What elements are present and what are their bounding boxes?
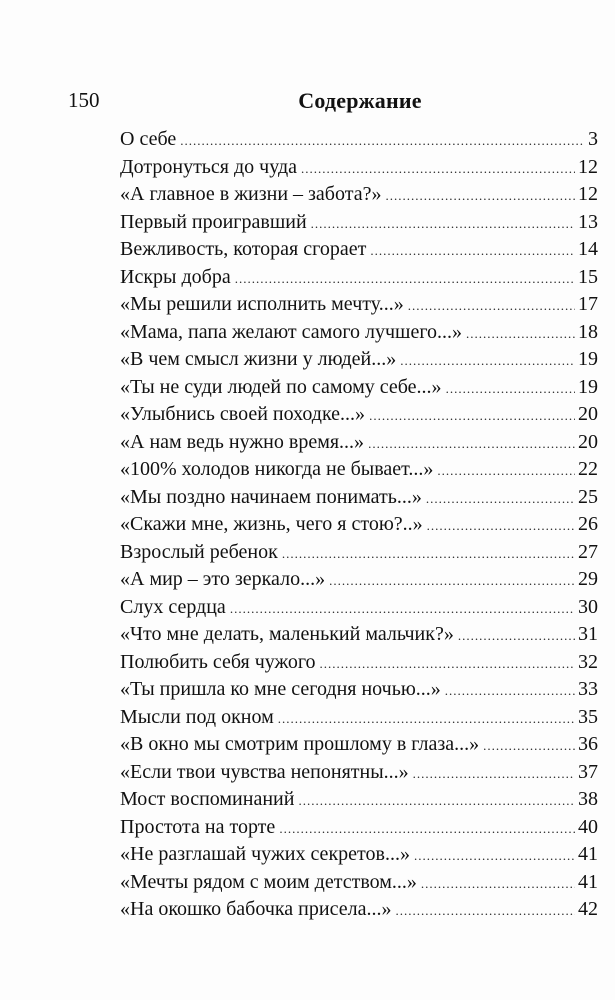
toc-entry-title: Простота на торте — [120, 815, 276, 838]
toc-entry-page-number: 40 — [578, 815, 598, 838]
dot-leader — [437, 457, 575, 485]
toc-entry-page-number: 38 — [578, 788, 598, 810]
dot-leader — [370, 237, 575, 265]
toc-entry-title: «100% холодов никогда не бывает...» — [120, 458, 434, 480]
dot-leader — [385, 182, 575, 210]
dot-leader — [458, 622, 575, 650]
dot-leader — [282, 540, 575, 568]
dot-leader — [278, 705, 575, 733]
toc-entry — [120, 209, 598, 237]
toc-entry-page-number: 20 — [578, 430, 598, 453]
dot-leader — [279, 815, 575, 843]
toc-entry-page-number: 18 — [578, 320, 598, 343]
toc-entry — [120, 621, 598, 649]
toc-entry-page-number: 12 — [578, 155, 598, 178]
toc-entry-page-number: 42 — [578, 898, 598, 920]
toc-entry-title: «Если твои чувства непонятны...» — [120, 760, 409, 783]
toc-entry-page-number: 15 — [578, 265, 598, 288]
toc-entry — [120, 401, 598, 429]
toc-entry-title: Искры добра — [120, 265, 231, 288]
toc-entry — [120, 896, 598, 924]
toc-entry-page-number: 3 — [588, 128, 598, 150]
toc-entry-page-number: 33 — [578, 678, 598, 700]
dot-leader — [408, 292, 575, 320]
toc-entry-title: Первый проигравший — [120, 210, 307, 233]
toc-entry-page-number: 17 — [578, 293, 598, 315]
toc-entry — [120, 814, 598, 842]
toc-entry-title: «Мы поздно начинаем понимать...» — [120, 485, 422, 508]
toc-entry-title: Слух сердца — [120, 595, 226, 618]
toc-entry — [120, 126, 598, 154]
dot-leader — [369, 402, 575, 430]
toc-entry — [120, 869, 598, 897]
toc-entry — [120, 346, 598, 374]
toc-entry — [120, 759, 598, 787]
dot-leader — [446, 375, 575, 403]
toc-entry-page-number: 29 — [578, 568, 598, 590]
toc-entry-title: «В чем смысл жизни у людей...» — [120, 348, 397, 370]
dot-leader — [445, 677, 575, 705]
page-title: Содержание — [298, 88, 422, 113]
toc-entry-page-number: 12 — [578, 183, 598, 205]
toc-entry-title: «На окошко бабочка присела...» — [120, 898, 392, 920]
toc-entry — [120, 539, 598, 567]
toc-entry-page-number: 14 — [578, 238, 598, 260]
dot-leader — [413, 760, 575, 788]
dot-leader — [301, 155, 575, 183]
toc-entry — [120, 786, 598, 814]
toc-entry — [120, 731, 598, 759]
toc-entry-page-number: 41 — [578, 843, 598, 865]
toc-entry — [120, 841, 598, 869]
dot-leader — [427, 512, 575, 540]
toc-entry — [120, 456, 598, 484]
dot-leader — [329, 567, 575, 595]
dot-leader — [400, 347, 575, 375]
toc-entry-title: «А нам ведь нужно время...» — [120, 430, 365, 453]
toc-entry-page-number: 41 — [578, 870, 598, 893]
toc-entry — [120, 594, 598, 622]
toc-entry-title: «Мама, папа желают самого лучшего...» — [120, 320, 463, 343]
toc-entry-page-number: 25 — [578, 485, 598, 508]
dot-leader — [298, 787, 575, 815]
toc-entry-page-number: 22 — [578, 458, 598, 480]
toc-entry-page-number: 37 — [578, 760, 598, 783]
toc-entry-title: Мысли под окном — [120, 705, 274, 728]
dot-leader — [230, 595, 575, 623]
page-number: 150 — [68, 88, 100, 112]
toc-entry — [120, 236, 598, 264]
toc-entry-page-number: 35 — [578, 705, 598, 728]
toc-entry-title: Полюбить себя чужого — [120, 650, 316, 673]
toc-entry-page-number: 31 — [578, 623, 598, 645]
toc-entry — [120, 429, 598, 457]
toc-entry-page-number: 19 — [578, 348, 598, 370]
toc-entry-title: «Что мне делать, маленький мальчик?» — [120, 623, 454, 645]
toc-entry — [120, 484, 598, 512]
toc-entry — [120, 291, 598, 319]
dot-leader — [483, 732, 575, 760]
toc-entry — [120, 374, 598, 402]
toc-entry — [120, 154, 598, 182]
dot-leader — [320, 650, 575, 678]
dot-leader — [311, 210, 575, 238]
toc-entry-title: Взрослый ребенок — [120, 540, 278, 563]
toc-entry — [120, 566, 598, 594]
toc-entry-page-number: 27 — [578, 540, 598, 563]
toc-entry — [120, 264, 598, 292]
toc-entry — [120, 649, 598, 677]
toc-entry — [120, 676, 598, 704]
toc-entry-title: «В окно мы смотрим прошлому в глаза...» — [120, 733, 480, 755]
toc-entry-title: «Скажи мне, жизнь, чего я стою?..» — [120, 513, 423, 535]
dot-leader — [235, 265, 575, 293]
toc-entry-page-number: 30 — [578, 595, 598, 618]
toc-entry-page-number: 19 — [578, 375, 598, 398]
toc-entry-title: Мост воспоминаний — [120, 788, 295, 810]
toc-entry-page-number: 20 — [578, 403, 598, 425]
toc-entry-title: Вежливость, которая сгорает — [120, 238, 367, 260]
toc-entry — [120, 704, 598, 732]
toc-entry-page-number: 13 — [578, 210, 598, 233]
toc-entry-title: Дотронуться до чуда — [120, 155, 298, 178]
dot-leader — [466, 320, 575, 348]
toc-entry — [120, 511, 598, 539]
toc-entry-page-number: 32 — [578, 650, 598, 673]
dot-leader — [180, 127, 583, 155]
toc-entry-page-number: 26 — [578, 513, 598, 535]
toc-entry-title: «Мы решили исполнить мечту...» — [120, 293, 404, 315]
toc-entry-title: «Ты не суди людей по самому себе...» — [120, 375, 442, 398]
dot-leader — [421, 870, 575, 898]
dot-leader — [414, 842, 575, 870]
dot-leader — [395, 897, 575, 925]
toc-entry-title: «Улыбнись своей походке...» — [120, 403, 366, 425]
dot-leader — [368, 430, 575, 458]
toc-entry-page-number: 36 — [578, 733, 598, 755]
dot-leader — [426, 485, 575, 513]
toc-entry-title: О себе — [120, 128, 177, 150]
toc-entry — [120, 181, 598, 209]
toc-entry-title: «Не разглашай чужих секретов...» — [120, 843, 410, 865]
toc-entry-title: «Ты пришла ко мне сегодня ночью...» — [120, 678, 441, 700]
table-of-contents — [120, 126, 598, 924]
toc-entry-title: «А главное в жизни – забота?» — [120, 183, 382, 205]
toc-entry — [120, 319, 598, 347]
toc-entry-title: «Мечты рядом с моим детством...» — [120, 870, 417, 893]
toc-entry-title: «А мир – это зеркало...» — [120, 568, 326, 590]
